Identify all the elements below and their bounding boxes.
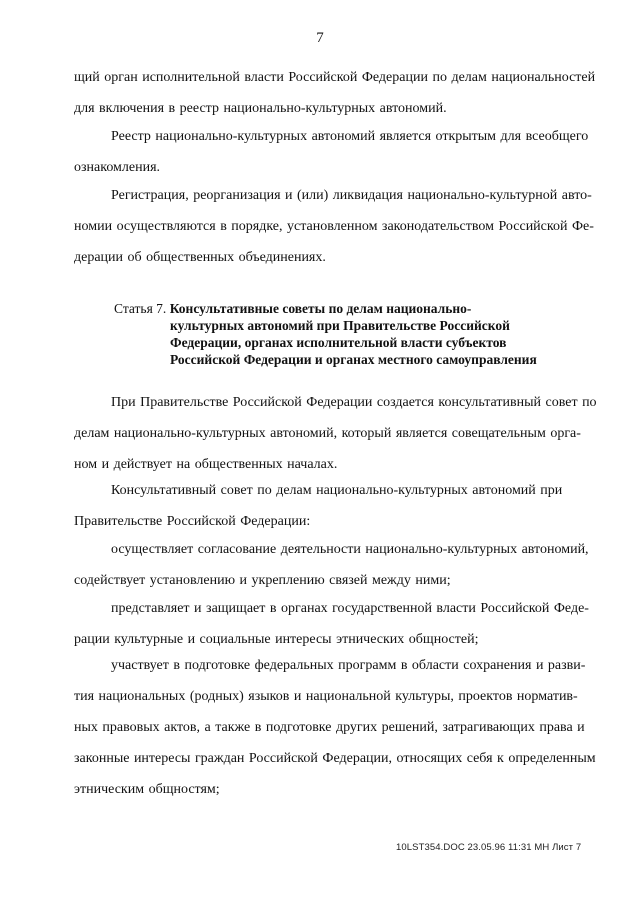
footer-file-info: 10LST354.DOC 23.05.96 11:31 МН Лист 7	[396, 842, 582, 853]
article-number: Статья 7.	[114, 301, 167, 316]
paragraph	[74, 62, 596, 124]
article-title-line: Консультативные советы по делам национально-	[169, 301, 472, 316]
paragraph	[74, 650, 596, 805]
text-line: номии осуществляются в порядке, установленном законодательством Российской Фе-	[74, 219, 594, 234]
text-line: делам национально-культурных автономий, который является совещательным орга-	[74, 426, 581, 441]
text-line: осуществляет согласование деятельности национально-культурных автономий,	[111, 542, 589, 557]
text-line: Правительстве Российской Федерации:	[74, 514, 311, 529]
text-line: При Правительстве Российской Федерации создается консультативный совет по	[111, 395, 597, 410]
article-heading-line	[114, 300, 584, 317]
text-line: законные интересы граждан Российской Федерации, относящих себя к определенным	[74, 751, 596, 766]
paragraph	[74, 180, 594, 273]
text-line: содействует установлению и укреплению связей между ними;	[74, 573, 451, 588]
text-line: ных правовых актов, а также в подготовке других решений, затрагивающих права и	[74, 720, 585, 735]
text-line: Консультативный совет по делам национально-культурных автономий при	[111, 483, 563, 498]
paragraph	[74, 387, 597, 480]
text-line: щий орган исполнительной власти Российской Федерации по делам национальностей	[74, 70, 596, 85]
text-line: дерации об общественных объединениях.	[74, 250, 326, 265]
paragraph	[74, 121, 589, 183]
article-title-line: Российской Федерации и органах местного самоуправления	[170, 352, 537, 367]
text-line: этническим общностям;	[74, 782, 220, 797]
text-line: представляет и защищает в органах государственной власти Российской Феде-	[111, 601, 589, 616]
text-line: Регистрация, реорганизация и (или) ликвидация национально-культурной авто-	[111, 188, 592, 203]
article-title-line: Федерации, органах исполнительной власти субъектов	[170, 335, 507, 350]
paragraph	[74, 593, 589, 655]
paragraph	[74, 475, 572, 537]
text-line: рации культурные и социальные интересы этнических общностей;	[74, 632, 479, 647]
text-line: участвует в подготовке федеральных программ в области сохранения и разви-	[111, 658, 586, 673]
text-line: Реестр национально-культурных автономий является открытым для всеобщего	[111, 129, 589, 144]
article-title-line: культурных автономий при Правительстве Российской	[170, 318, 510, 333]
paragraph	[74, 534, 589, 596]
text-line: тия национальных (родных) языков и национальной культуры, проектов норматив-	[74, 689, 578, 704]
text-line: ознакомления.	[74, 160, 161, 175]
text-line: для включения в реестр национально-культурных автономий.	[74, 101, 447, 116]
text-line: ном и действует на общественных началах.	[74, 457, 338, 472]
article-heading	[114, 300, 584, 368]
page-number: 7	[316, 30, 324, 46]
